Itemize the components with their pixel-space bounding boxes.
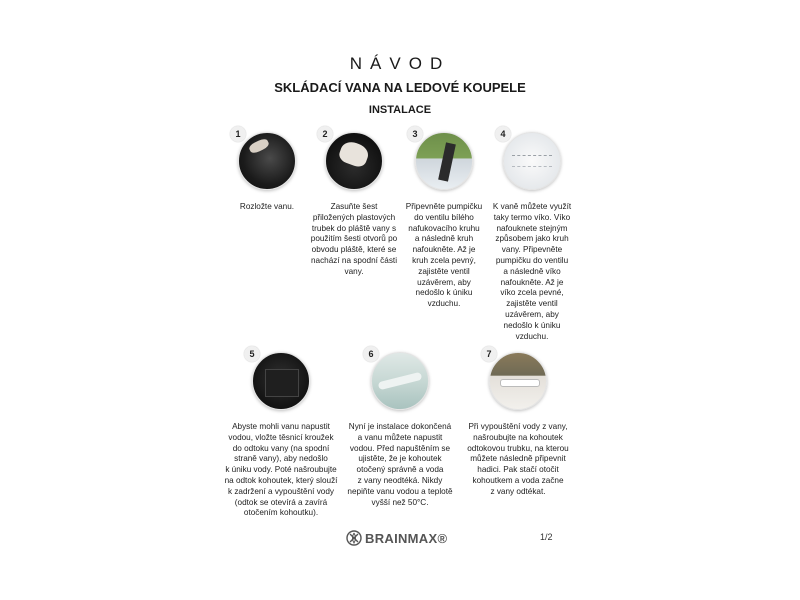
thermo-lid-photo — [503, 132, 561, 190]
step-6-description: Nyní je instalace dokončená a vanu můžete napustit vodou. Před napuštěním se ujistěte, že je kohoutek otočený správně a voda z vany neodtéká. Nikdy nepiňte vanu vodou a teplotě vyšší než 50°C. — [347, 422, 453, 507]
step-number-badge: 1 — [230, 126, 246, 142]
step-1-image — [235, 129, 296, 190]
step-7-description: Při vypouštění vody z vany, našroubujte na kohoutek odtokovou trubku, na kterou můžete následně připevnit hadici. Pak stačí otočit kohoutkem a voda začne z vany odtékat. — [467, 422, 569, 496]
step-number-badge: 4 — [495, 126, 511, 142]
step-number-badge: 5 — [244, 346, 260, 362]
drain-tube-photo — [489, 352, 547, 410]
step-7-image — [486, 349, 547, 410]
brand-name: BRAINMAX® — [365, 530, 448, 546]
step-3-image — [412, 129, 473, 190]
step-5 — [216, 349, 346, 519]
filled-tub-photo — [371, 352, 429, 410]
step-4-description: K vaně můžete využít taky termo víko. Víko nafouknete stejným způsobem jako kruh vany. Připevněte pumpičku do ventilu a následně víko nafoukněte. Až je víko zcela pevné, zajistěte ventil uzávěrem, aby nedošlo k úniku vzduchu. — [492, 202, 572, 341]
step-5-description: Abyste mohli vanu napustit vodou, vložte těsnicí kroužek do odtoku vany (na spodní straně vany), aby nedošlo k úniku vody. Poté našroubujte na odtok kohoutek, který slouží k zadržení a vypouštění vody (odtok se otevírá a zavírá otočením kohoutku). — [224, 422, 338, 518]
step-number-badge: 7 — [481, 346, 497, 362]
step-number-badge: 2 — [317, 126, 333, 142]
page-number: 1/2 — [540, 532, 553, 542]
document-title: NÁVOD — [349, 54, 451, 73]
step-number-badge: 3 — [407, 126, 423, 142]
step-5-image — [249, 349, 310, 410]
inserting-tubes-photo — [325, 132, 383, 190]
step-6 — [336, 349, 464, 508]
step-3-description: Připevněte pumpičku do ventilu bílého nafukovacího kruhu a následně kruh nafoukněte. Až je kruh zcela pevný, zajistěte ventil uzávěrem, aby nedošlo k úniku vzduchu. — [405, 202, 483, 309]
document-subtitle: SKLÁDACÍ VANA NA LEDOVÉ KOUPELE — [274, 80, 526, 95]
brand-logo — [346, 529, 447, 547]
step-4-image — [500, 129, 561, 190]
step-number-badge: 6 — [363, 346, 379, 362]
step-7 — [454, 349, 582, 498]
pump-ring-photo — [415, 132, 473, 190]
section-heading: INSTALACE — [368, 104, 432, 116]
step-2-image — [322, 129, 383, 190]
step-6-image — [368, 349, 429, 410]
brainmax-logo-icon — [346, 530, 362, 546]
step-1-description: Rozložte vanu. — [239, 202, 295, 211]
step-2-description: Zasuňte šest přiložených plastových trubek do pláště vany s použitím šesti otvorů po obvodu pláště, které se nachází na spodní části vany. — [310, 202, 398, 276]
drain-seal-photo — [252, 352, 310, 410]
folded-tub-photo — [238, 132, 296, 190]
step-4 — [478, 129, 586, 342]
